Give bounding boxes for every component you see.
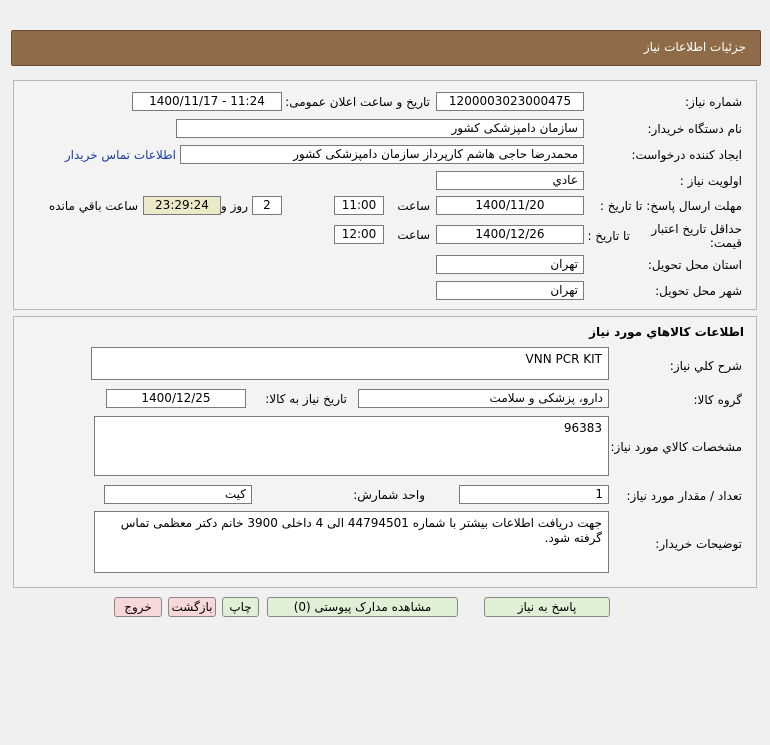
unit-label: واحد شمارش: <box>353 488 425 502</box>
deadline-time-field: 11:00 <box>334 196 384 215</box>
page-title: جزئیات اطلاعات نیاز <box>643 40 746 54</box>
reply-button[interactable]: پاسخ به نياز <box>484 597 610 617</box>
deadline-time-label: ساعت <box>397 199 430 213</box>
need-number-field: 1200003023000475 <box>436 92 584 111</box>
validity-time-label: ساعت <box>397 228 430 242</box>
notes-field: جهت دریافت اطلاعات بیشتر با شماره 44794501 الی 4 داخلی 3900 خانم دکتر معظمی تماس گرفته شود. <box>94 511 609 573</box>
days-field: 2 <box>252 196 282 215</box>
validity-time-field: 12:00 <box>334 225 384 244</box>
remaining-label: ساعت باقي مانده <box>48 199 138 213</box>
validity-to-label: تا تاریخ : <box>587 229 630 243</box>
priority-field: عادي <box>436 171 584 190</box>
print-button[interactable]: چاپ <box>222 597 259 617</box>
group-field: دارو، پزشکی و سلامت <box>358 389 609 408</box>
announce-field: 1400/11/17 - 11:24 <box>132 92 282 111</box>
deadline-label: مهلت ارسال پاسخ: تا تاریخ : <box>599 199 742 213</box>
goods-section-title: اطلاعات کالاهاي مورد نياز <box>589 325 744 339</box>
validity-label: حداقل تاریخ اعتبار قیمت: <box>651 222 742 250</box>
city-label: شهر محل تحویل: <box>655 284 742 298</box>
creator-label: ایجاد کننده درخواست: <box>631 148 742 162</box>
qty-label: تعداد / مقدار مورد نیاز: <box>626 489 742 503</box>
remaining-time-field: 23:29:24 <box>143 196 221 215</box>
buyer-org-label: نام دستگاه خریدار: <box>647 122 742 136</box>
days-label: روز و <box>221 199 248 213</box>
need-date-label: تاریخ نیاز به کالا: <box>265 392 347 406</box>
qty-field: 1 <box>459 485 609 504</box>
desc-field: VNN PCR KIT <box>91 347 609 380</box>
notes-label: توضیحات خریدار: <box>655 537 742 551</box>
attachments-button[interactable]: مشاهده مدارک پیوستی (0) <box>267 597 458 617</box>
page-title-bar <box>11 30 761 66</box>
need-date-field: 1400/12/25 <box>106 389 246 408</box>
specs-label: مشخصات کالاي مورد نياز: <box>610 440 742 454</box>
validity-date-field: 1400/12/26 <box>436 225 584 244</box>
buyer-contact-link[interactable]: اطلاعات تماس خریدار <box>64 148 176 162</box>
deadline-date-field: 1400/11/20 <box>436 196 584 215</box>
buyer-org-field: سازمان دامپزشکی کشور <box>176 119 584 138</box>
back-button[interactable]: بازگشت <box>168 597 216 617</box>
desc-label: شرح کلي نياز: <box>669 359 742 373</box>
city-field: تهران <box>436 281 584 300</box>
announce-label: تاریخ و ساعت اعلان عمومی: <box>285 95 430 109</box>
exit-button[interactable]: خروج <box>114 597 162 617</box>
unit-field: کیت <box>104 485 252 504</box>
priority-label: اولویت نیاز : <box>679 174 742 188</box>
need-number-label: شماره نیاز: <box>685 95 742 109</box>
province-label: استان محل تحویل: <box>647 258 742 272</box>
province-field: تهران <box>436 255 584 274</box>
creator-field: محمدرضا حاجی هاشم کارپرداز سازمان دامپزشکی کشور <box>180 145 584 164</box>
specs-field: 96383 <box>94 416 609 476</box>
group-label: گروه کالا: <box>693 393 742 407</box>
need-info-panel <box>13 80 757 310</box>
